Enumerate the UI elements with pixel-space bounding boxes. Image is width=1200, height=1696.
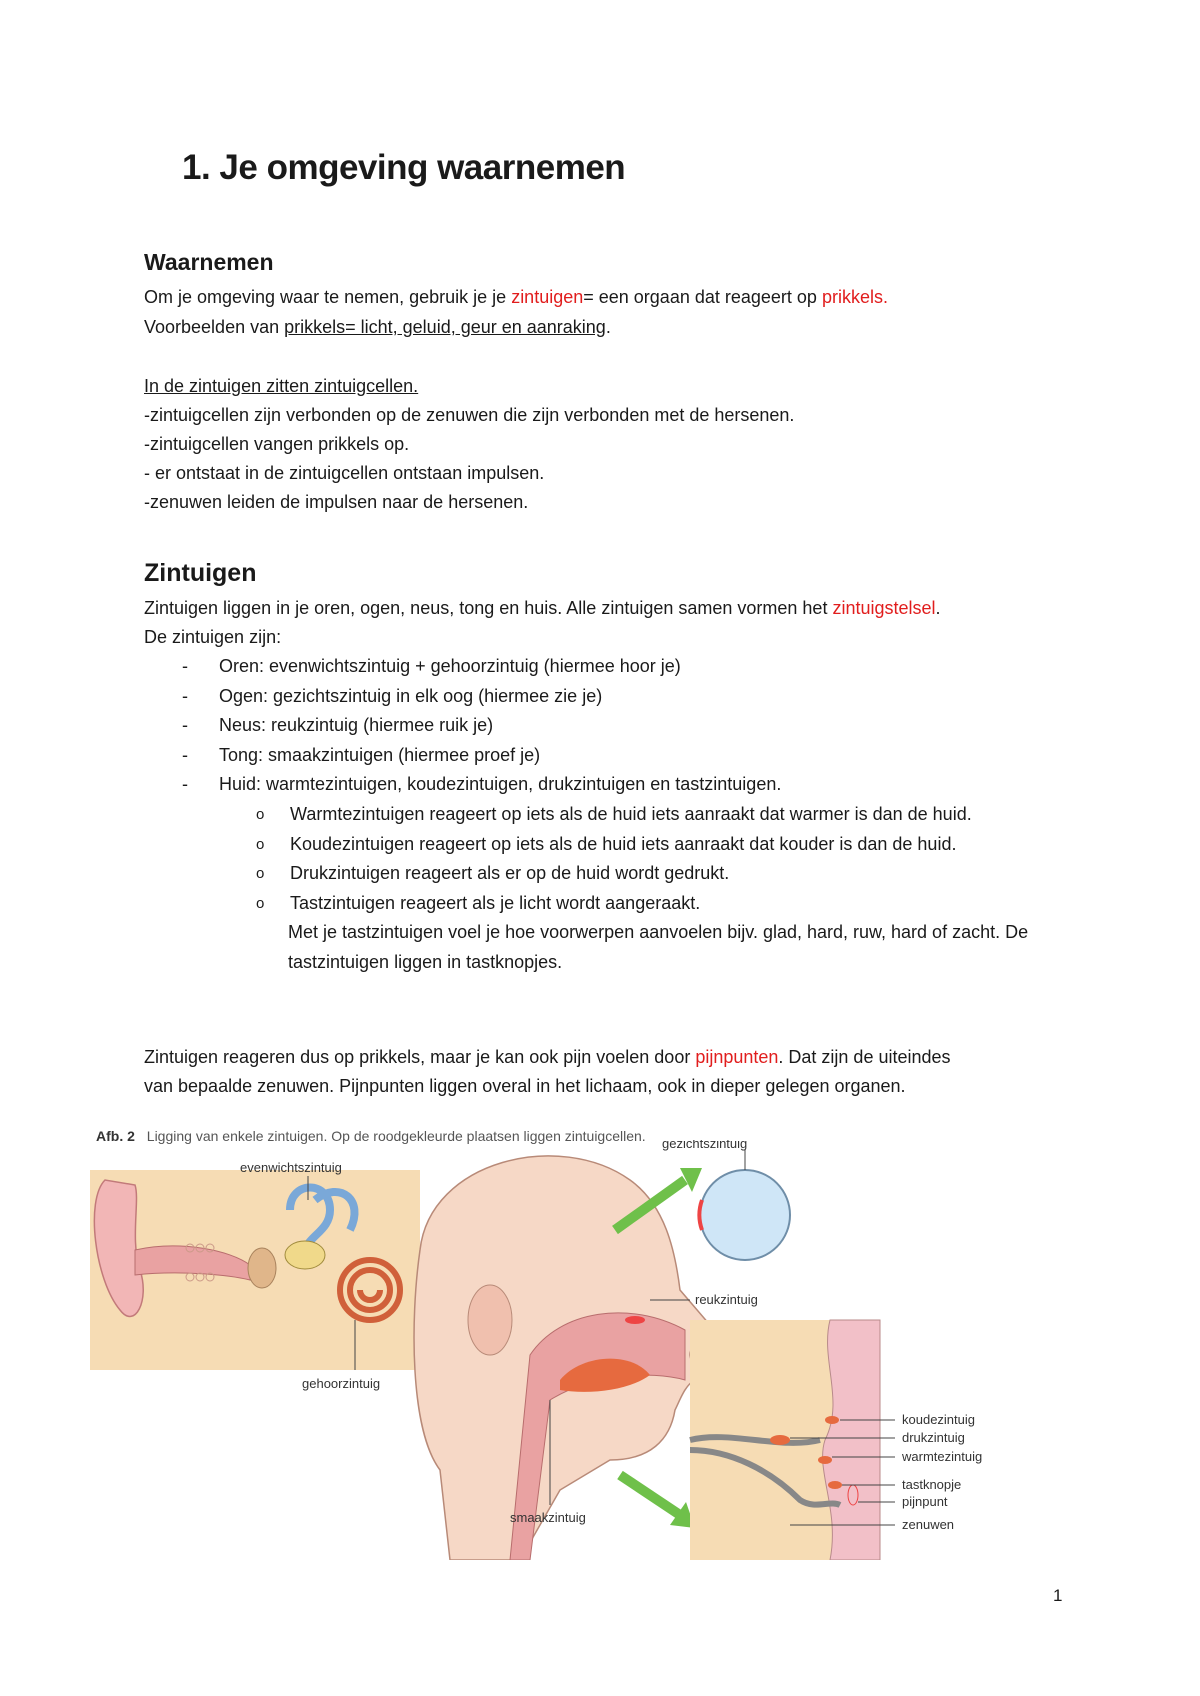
dash-bullet: - xyxy=(182,774,188,794)
ear-panel xyxy=(90,1170,420,1370)
eardrum xyxy=(248,1248,276,1288)
senses-illustration xyxy=(90,1140,1010,1560)
tastzintuigen-continuation: Met je tastzintuigen voel je hoe voorwerpen aanvoelen bijv. glad, hard, ruw, hard of zacht. De tastzintuigen liggen in tastknopjes. xyxy=(288,922,1029,972)
dash-bullet: - xyxy=(182,656,188,676)
circle-bullet: o xyxy=(256,894,265,912)
sublist-item-text: Warmtezintuigen reageert op iets als de huid iets aanraakt dat warmer is dan de huid. xyxy=(290,804,972,824)
label-gehoorzintuig: gehoorzintuig xyxy=(302,1376,381,1391)
arrow-to-skin xyxy=(620,1475,680,1515)
list-item xyxy=(144,711,781,741)
page-number: 1 xyxy=(1053,1586,1063,1605)
text-run: . Dat zijn de uiteindes xyxy=(778,1047,951,1067)
cells-line: - er ontstaat in de zintuigcellen ontstaan impulsen. xyxy=(144,463,545,483)
paragraph-pijnpunten-line2: van bepaalde zenuwen. Pijnpunten liggen overal in het lichaam, ook in dieper gelegen organen. xyxy=(144,1076,906,1096)
label-pijnpunt: pijnpunt xyxy=(902,1494,948,1509)
sublist-item xyxy=(144,800,1070,830)
text-run: Om je omgeving waar te nemen, gebruik je je xyxy=(144,287,512,307)
paragraph-pijnpunten xyxy=(144,1043,951,1072)
term-prikkels: prikkels. xyxy=(821,287,888,307)
sublist-item-text: Tastzintuigen reageert als je licht wordt aangeraakt. xyxy=(290,892,701,913)
skin-panel xyxy=(690,1320,895,1560)
zintuigen-list xyxy=(144,652,781,800)
eye-panel xyxy=(699,1150,790,1260)
label-tastknopje: tastknopje xyxy=(902,1477,962,1492)
circle-bullet: o xyxy=(256,865,265,882)
list-item xyxy=(144,741,781,771)
sublist-item-text: Koudezintuigen reageert op iets als de huid iets aanraakt dat kouder is dan de huid. xyxy=(290,833,957,854)
list-item xyxy=(144,682,781,712)
list-item-text: Ogen: gezichtszintuig in elk oog (hiermee zie je) xyxy=(219,685,603,706)
dash-bullet: - xyxy=(182,744,188,765)
warmte-receptor xyxy=(818,1456,832,1464)
label-drukzintuig: drukzintuig xyxy=(902,1430,965,1445)
head-panel xyxy=(414,1156,710,1560)
text-run: . xyxy=(935,598,941,618)
list-intro: De zintuigen zijn: xyxy=(144,627,282,647)
label-warmtezintuig: warmtezintuig xyxy=(902,1449,983,1464)
koude-receptor xyxy=(825,1416,839,1424)
list-item xyxy=(144,770,781,800)
sublist-item-text: Drukzintuigen reageert als er op de huid wordt gedrukt. xyxy=(290,863,730,883)
dash-bullet: - xyxy=(182,685,188,706)
list-item-text: Oren: evenwichtszintuig + gehoorzintuig (hiermee hoor je) xyxy=(219,656,681,676)
figure-label: Afb. 2 xyxy=(96,1128,135,1144)
sublist-item xyxy=(144,889,1070,919)
paragraph-zintuigen-definition xyxy=(144,283,888,312)
label-koudezintuig: koudezintuig xyxy=(902,1412,975,1427)
zintuigcellen-heading: In de zintuigen zitten zintuigcellen. xyxy=(144,376,419,396)
label-smaakzintuig: smaakzintuig xyxy=(510,1510,586,1525)
term-zintuigen: zintuigen xyxy=(511,287,584,307)
paragraph-zintuigstelsel xyxy=(144,594,941,623)
term-pijnpunten: pijnpunten xyxy=(695,1047,779,1067)
circle-bullet: o xyxy=(256,806,265,823)
smell-receptor xyxy=(625,1316,645,1324)
paragraph-prikkels-examples xyxy=(144,313,611,342)
circle-bullet: o xyxy=(256,835,265,853)
cells-line: -zintuigcellen vangen prikkels op. xyxy=(144,434,410,454)
eyeball xyxy=(700,1170,790,1260)
text-run: . xyxy=(605,317,611,337)
label-zenuwen: zenuwen xyxy=(902,1517,955,1532)
dash-bullet: - xyxy=(182,715,188,735)
page-title: 1. Je omgeving waarnemen xyxy=(182,148,626,187)
section-heading-zintuigen: Zintuigen xyxy=(144,559,257,587)
list-item-text: Huid: warmtezintuigen, koudezintuigen, drukzintuigen en tastzintuigen. xyxy=(219,774,782,794)
list-item-text: Tong: smaakzintuigen (hiermee proef je) xyxy=(219,744,541,765)
text-run: Zintuigen reageren dus op prikkels, maar je kan ook pijn voelen door xyxy=(144,1047,696,1067)
text-run: Voorbeelden van xyxy=(144,317,285,337)
vestibule xyxy=(285,1241,325,1269)
head-ear xyxy=(468,1285,512,1355)
label-gezichtszintuig: gezichtszintuig xyxy=(662,1140,748,1151)
text-run: = een orgaan dat reageert op xyxy=(583,287,822,307)
cells-line: -zintuigcellen zijn verbonden op de zenuwen die zijn verbonden met de hersenen. xyxy=(144,405,795,425)
label-reukzintuig: reukzintuig xyxy=(695,1292,758,1307)
huid-sublist xyxy=(144,800,1070,977)
underlined-prikkels: prikkels= licht, geluid, geur en aanraking xyxy=(284,317,606,337)
tast-receptor xyxy=(828,1481,842,1489)
text-run: Zintuigen liggen in je oren, ogen, neus, tong en huis. Alle zintuigen samen vormen het xyxy=(144,598,833,618)
sublist-item xyxy=(144,830,1070,860)
druk-receptor xyxy=(770,1435,790,1445)
term-zintuigstelsel: zintuigstelsel xyxy=(832,598,936,618)
list-item xyxy=(144,652,781,682)
figure-caption-text: Ligging van enkele zintuigen. Op de roodgekleurde plaatsen liggen zintuigcellen. xyxy=(146,1128,646,1144)
cells-line: -zenuwen leiden de impulsen naar de hersenen. xyxy=(144,492,529,512)
list-item-text: Neus: reukzintuig (hiermee ruik je) xyxy=(219,715,494,735)
label-evenwichtszintuig: evenwichtszintuig xyxy=(240,1160,342,1175)
section-heading-waarnemen: Waarnemen xyxy=(144,249,274,275)
sublist-item xyxy=(144,859,1070,889)
